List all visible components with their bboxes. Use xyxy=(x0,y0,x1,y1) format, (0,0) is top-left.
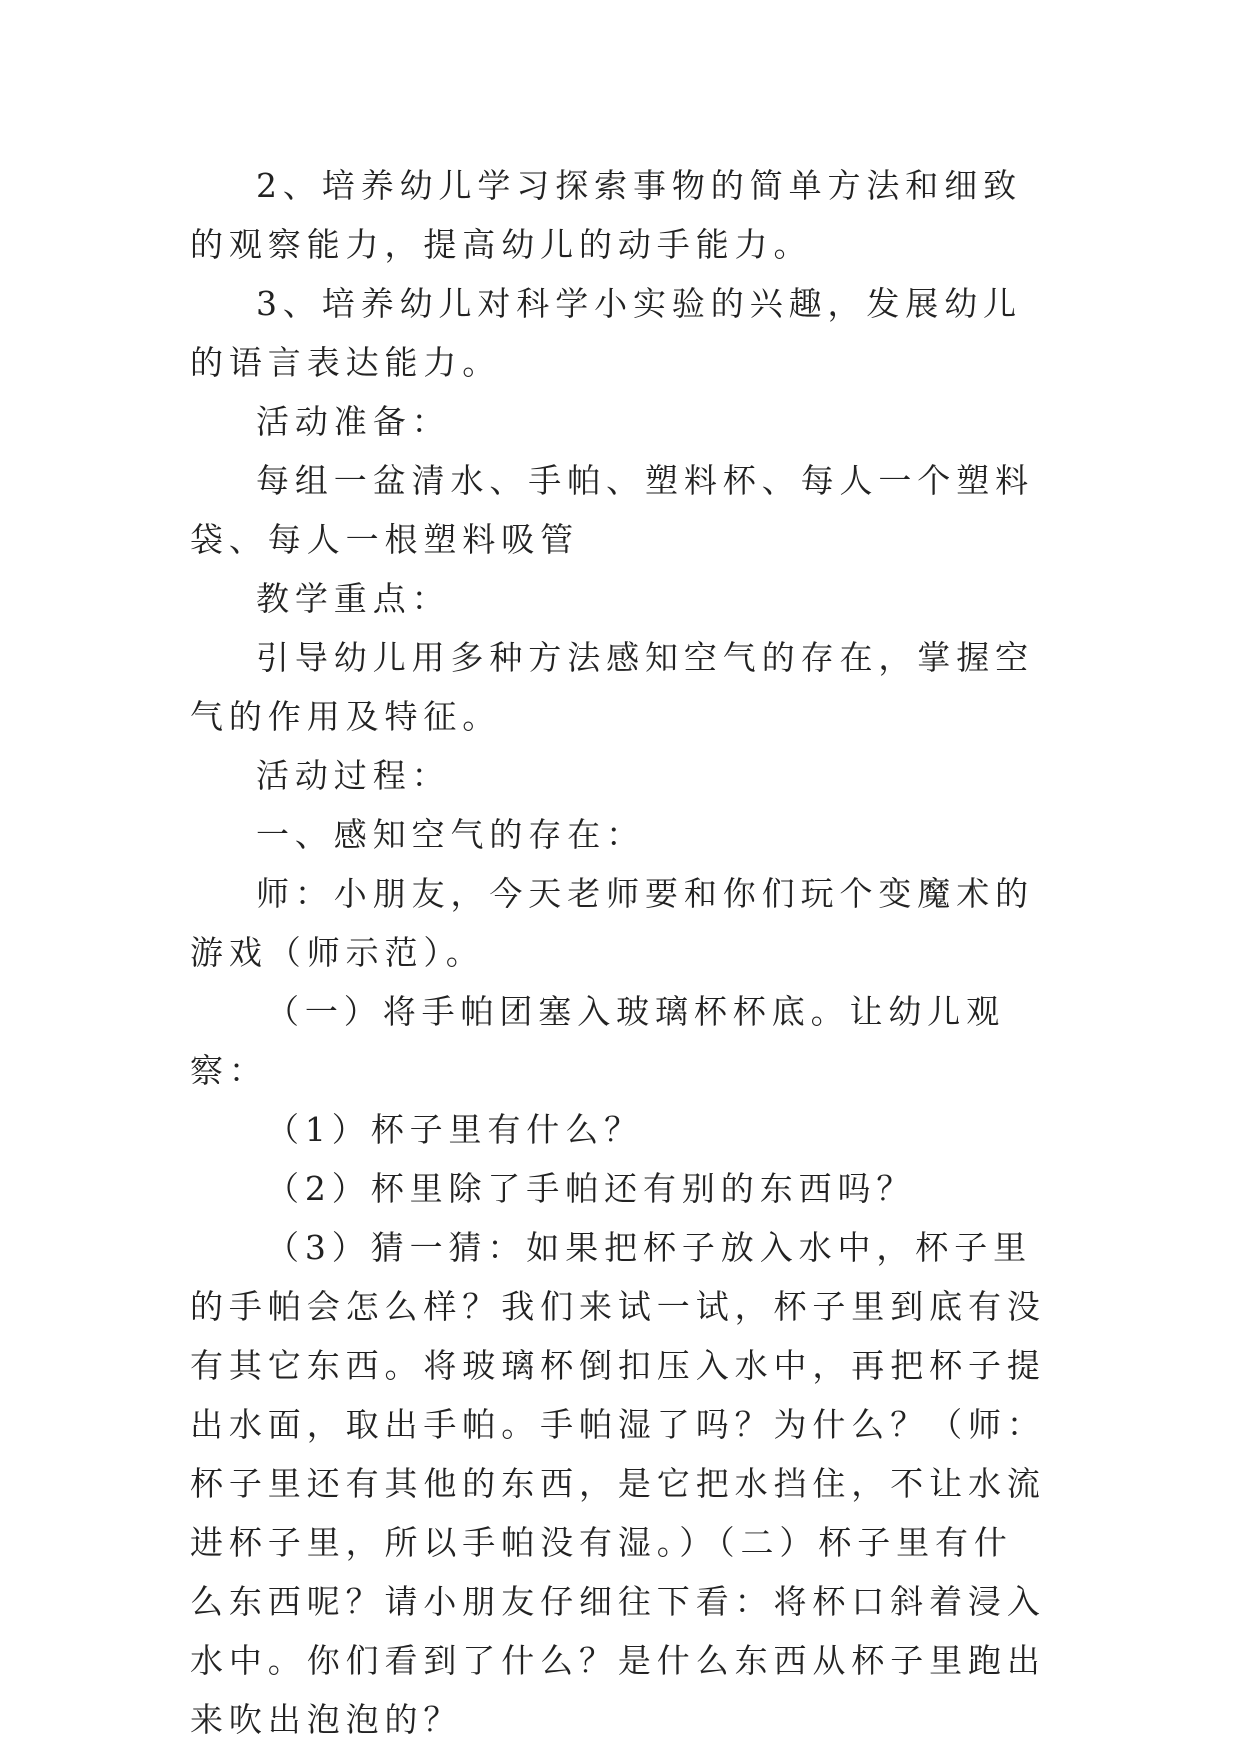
paragraph-teacher-intro: 师：小朋友，今天老师要和你们玩个变魔术的游戏（师示范）。 xyxy=(190,874,1034,972)
heading-preparation: 活动准备： xyxy=(256,402,451,441)
heading-section-1: 一、感知空气的存在： xyxy=(256,815,645,854)
paragraph-question-3: （3）猜一猜：如果把杯子放入水中，杯子里的手帕会怎么样？我们来试一试，杯子里到底有没有其它东西。将玻璃杯倒扣压入水中，再把杯子提出水面，取出手帕。手帕湿了吗？为什么？（师：杯子里还有其他的东西，是它把水挡住，不让水流进杯子里，所以手帕没有湿。）（二）杯子里有什么东西呢？请小朋友仔细往下看：将杯口斜着浸入水中。你们看到了什么？是什么东西从杯子里跑出来吹出泡泡的？ xyxy=(190,1228,1046,1739)
paragraph-goal-2: 2、培养幼儿学习探索事物的简单方法和细致的观察能力，提高幼儿的动手能力。 xyxy=(190,166,1022,264)
paragraph-step-1: （一）将手帕团塞入玻璃杯杯底。让幼儿观察： xyxy=(190,992,1006,1090)
heading-key-point: 教学重点： xyxy=(256,579,451,618)
paragraph-question-1: （1）杯子里有什么？ xyxy=(266,1110,643,1149)
paragraph-goal-3: 3、培养幼儿对科学小实验的兴趣，发展幼儿的语言表达能力。 xyxy=(190,284,1022,382)
paragraph-materials: 每组一盆清水、手帕、塑料杯、每人一个塑料袋、每人一根塑料吸管 xyxy=(190,461,1034,559)
paragraph-key-point: 引导幼儿用多种方法感知空气的存在，掌握空气的作用及特征。 xyxy=(190,638,1034,736)
paragraph-question-2: （2）杯里除了手帕还有别的东西吗？ xyxy=(266,1169,916,1208)
document-body xyxy=(190,156,1050,1749)
heading-process: 活动过程： xyxy=(256,756,451,795)
